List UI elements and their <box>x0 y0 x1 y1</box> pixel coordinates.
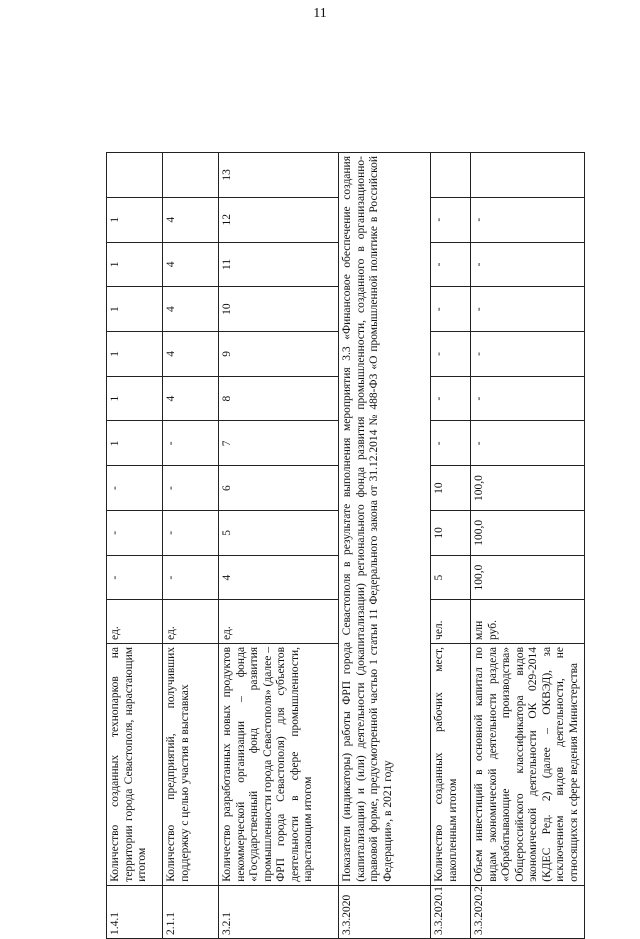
value-cell: 100,0 <box>471 466 585 511</box>
value-cell <box>107 153 163 198</box>
value-cell: 100,0 <box>471 555 585 600</box>
table-row <box>107 153 163 939</box>
row-number: 3.2.1 <box>219 885 339 938</box>
unit: ед. <box>107 600 163 644</box>
table-row <box>163 153 219 939</box>
value-cell: - <box>163 421 219 466</box>
row-number: 2.1.1 <box>163 885 219 938</box>
unit: ед. <box>219 600 339 644</box>
value-cell: - <box>471 242 585 287</box>
value-cell: - <box>431 332 471 377</box>
value-cell: - <box>163 510 219 555</box>
value-cell: 5 <box>431 555 471 600</box>
value-cell: - <box>107 466 163 511</box>
value-cell: 11 <box>219 242 339 287</box>
value-cell <box>163 153 219 198</box>
value-cell: 1 <box>107 242 163 287</box>
value-cell: 100,0 <box>471 510 585 555</box>
value-cell: 9 <box>219 332 339 377</box>
value-cell: 1 <box>107 197 163 242</box>
value-cell: 1 <box>107 287 163 332</box>
value-cell: - <box>163 555 219 600</box>
value-cell: 4 <box>163 376 219 421</box>
value-cell: 6 <box>219 466 339 511</box>
value-cell: 10 <box>431 510 471 555</box>
value-cell: 8 <box>219 376 339 421</box>
indicator-name: Количество созданных рабочих мест, накопленным итогом <box>431 643 471 885</box>
value-cell <box>431 153 471 198</box>
value-cell: - <box>431 242 471 287</box>
value-cell: - <box>431 421 471 466</box>
value-cell: - <box>471 332 585 377</box>
value-cell: 4 <box>163 242 219 287</box>
rotated-table-frame <box>106 26 580 939</box>
value-cell: - <box>163 466 219 511</box>
value-cell: - <box>107 555 163 600</box>
value-cell: - <box>471 376 585 421</box>
value-cell: 4 <box>163 332 219 377</box>
value-cell: - <box>471 287 585 332</box>
row-number: 1.4.1 <box>107 885 163 938</box>
row-number: 3.3.2020.2 <box>471 885 585 938</box>
value-cell: - <box>431 376 471 421</box>
value-cell: 1 <box>107 332 163 377</box>
indicator-name: Количество разработанных новых продуктов некоммерческой организации – фонда «Государственный фонд развития промышленности города Севастополя» (далее – ФРП города Севастополя) для субъектов деятельности в сфере промышленности, нарастающим итогом <box>219 643 339 885</box>
indicator-name: Объем инвестиций в основной капитал по видам экономической деятельности раздела «Обрабатывающие производства» Общероссийского классификатора видов экономической деятельности ОК 029-2014 (КДЕС Ред. 2) (далее – ОКВЭД), за исключением видов деятельности, не относящихся к сфере ведения Министерства <box>471 643 585 885</box>
indicator-name: Количество предприятий, получивших поддержку с целью участия в выставках <box>163 643 219 885</box>
value-cell: 1 <box>107 376 163 421</box>
value-cell: 12 <box>219 197 339 242</box>
table-row <box>471 153 585 939</box>
value-cell: 4 <box>219 555 339 600</box>
value-cell: 4 <box>163 197 219 242</box>
row-number: 3.3.2020 <box>339 885 431 938</box>
value-cell: - <box>107 510 163 555</box>
value-cell: 4 <box>163 287 219 332</box>
unit: чел. <box>431 600 471 644</box>
value-cell: 13 <box>219 153 339 198</box>
table-row <box>339 153 431 939</box>
unit: ед. <box>163 600 219 644</box>
value-cell: 5 <box>219 510 339 555</box>
value-cell: - <box>431 287 471 332</box>
value-cell <box>471 153 585 198</box>
table-row <box>431 153 471 939</box>
value-cell: - <box>431 197 471 242</box>
section-heading: Показатели (индикаторы) работы ФРП города Севастополя в результате выполнения мероприятия 3.3 «Финансовое обеспечение создания (капитализации) и (или) деятельности (докапитализации) регионального фонда развития промышленности, созданного в организационно-правовой форме, предусмотренной частью 1 статьи 11 Федерального закона от 31.12.2014 № 488-ФЗ «О промышленной политике в Российской Федерации», в 2021 году <box>339 153 431 886</box>
indicators-table <box>106 152 585 939</box>
value-cell: 10 <box>431 466 471 511</box>
value-cell: - <box>471 421 585 466</box>
table-row <box>219 153 339 939</box>
indicator-name: Количество созданных технопарков на территории города Севастополя, нарастающим итогом <box>107 643 163 885</box>
value-cell: 1 <box>107 421 163 466</box>
unit: млн руб. <box>471 600 585 644</box>
page-number: 11 <box>313 6 327 21</box>
value-cell: 7 <box>219 421 339 466</box>
value-cell: - <box>471 197 585 242</box>
value-cell: 10 <box>219 287 339 332</box>
row-number: 3.3.2020.1 <box>431 885 471 938</box>
